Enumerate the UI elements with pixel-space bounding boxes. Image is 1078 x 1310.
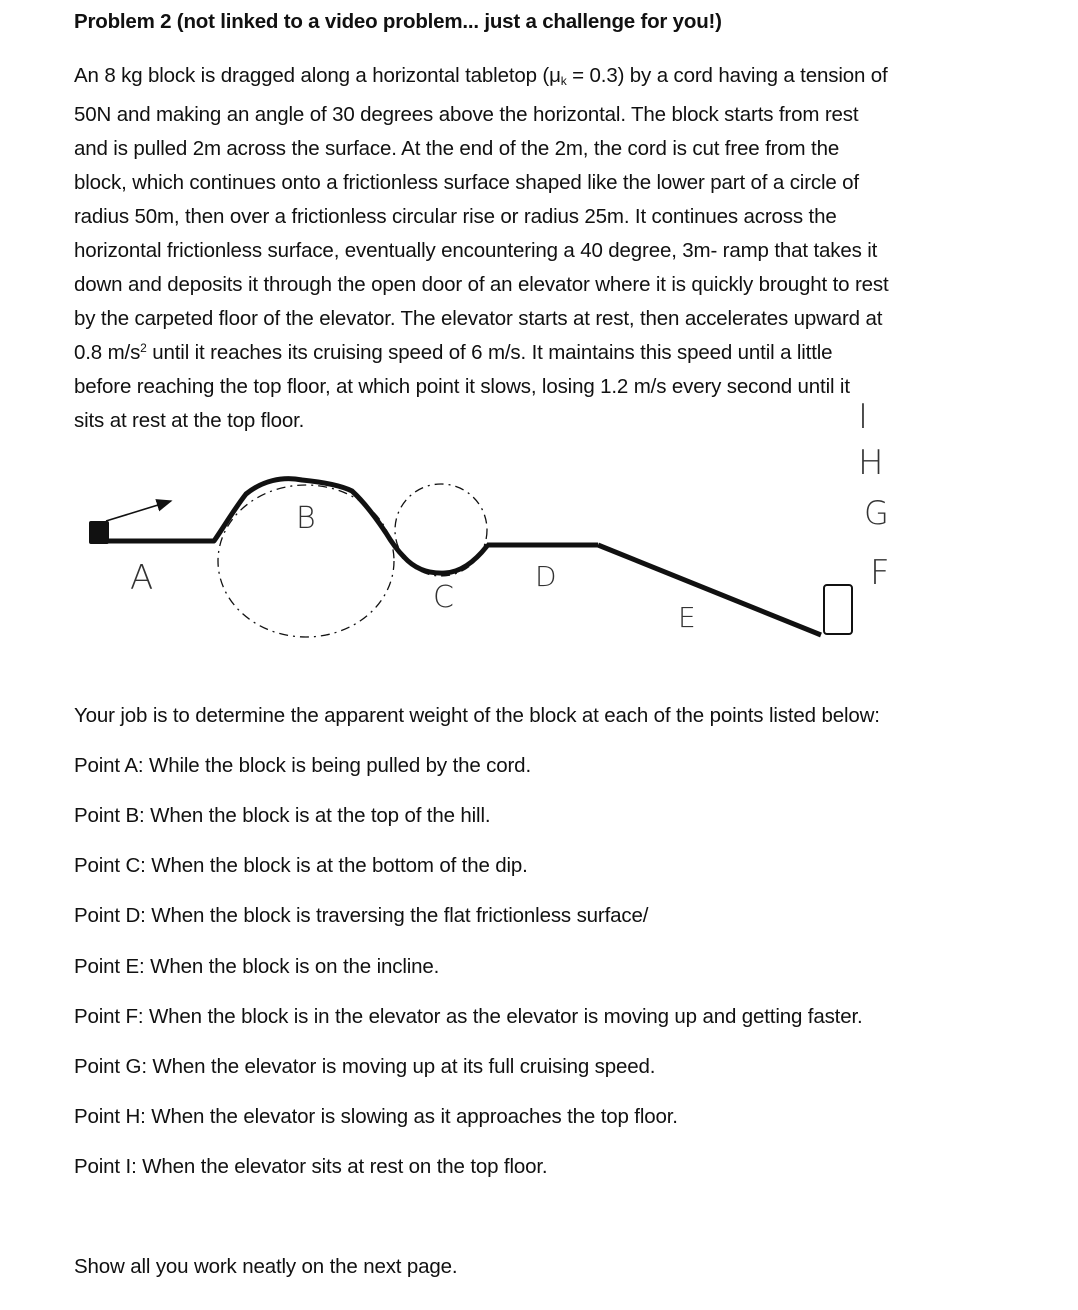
paragraph-line: radius 50m, then over a frictionless circular rise or radius 25m. It continues across the: [74, 205, 837, 228]
subscript-k: k: [560, 74, 567, 88]
cord-arrow: [106, 501, 171, 521]
point-item: Point I: When the elevator sits at rest on the top floor.: [74, 1155, 548, 1178]
paragraph-line: before reaching the top floor, at which point it slows, losing 1.2 m/s every second until it: [74, 375, 850, 398]
paragraph-line: 50N and making an angle of 30 degrees above the horizontal. The block starts from rest: [74, 103, 859, 126]
label-g: G: [864, 494, 889, 532]
superscript-2: 2: [140, 341, 147, 355]
text-fragment: An 8 kg block is dragged along a horizontal tabletop (μ: [74, 64, 561, 87]
label-f: F: [870, 553, 890, 593]
label-a: A: [130, 558, 154, 598]
paragraph-line: and is pulled 2m across the surface. At the end of the 2m, the cord is cut free from the: [74, 137, 840, 160]
track-diagram: [0, 395, 1078, 655]
label-h: H: [858, 443, 884, 483]
instructions-intro: Your job is to determine the apparent weight of the block at each of the points listed below:: [74, 704, 880, 727]
paragraph-line: [74, 59, 1034, 98]
ramp-line: [598, 545, 821, 635]
text-fragment: 0.8 m/s: [74, 341, 141, 364]
label-c: C: [433, 580, 454, 615]
point-item: Point E: When the block is on the incline.: [74, 955, 440, 978]
point-item: Point G: When the elevator is moving up at its full cruising speed.: [74, 1055, 656, 1078]
point-item: Point C: When the block is at the bottom of the dip.: [74, 854, 528, 877]
label-b: B: [296, 501, 316, 536]
point-item: Point F: When the block is in the elevator as the elevator is moving up and getting faster.: [74, 1005, 863, 1028]
label-e: E: [678, 601, 696, 634]
paragraph-line: sits at rest at the top floor.: [74, 409, 305, 432]
problem-paragraph: [74, 59, 1034, 438]
dip-track: [404, 546, 487, 573]
label-d: D: [535, 560, 557, 593]
text-fragment: = 0.3) by a cord having a tension of: [566, 64, 888, 87]
point-item: Point A: While the block is being pulled by the cord.: [74, 754, 531, 777]
paragraph-line: by the carpeted floor of the elevator. The elevator starts at rest, then accelerates upward at: [74, 307, 883, 330]
point-item: Point H: When the elevator is slowing as it approaches the top floor.: [74, 1105, 678, 1128]
paragraph-line: down and deposits it through the open door of an elevator where it is quickly brought to rest: [74, 273, 889, 296]
elevator-box: [824, 585, 852, 634]
label-i: I: [858, 397, 869, 437]
paragraph-line: horizontal frictionless surface, eventually encountering a 40 degree, 3m- ramp that takes it: [74, 239, 878, 262]
problem-title: Problem 2 (not linked to a video problem... just a challenge for you!): [74, 10, 722, 33]
point-item: Point D: When the block is traversing the flat frictionless surface/: [74, 904, 649, 927]
point-item: Point B: When the block is at the top of the hill.: [74, 804, 491, 827]
footer-note: Show all you work neatly on the next page.: [74, 1255, 458, 1278]
paragraph-line: [74, 336, 1034, 370]
paragraph-line: block, which continues onto a frictionless surface shaped like the lower part of a circle of: [74, 171, 859, 194]
text-fragment: until it reaches its cruising speed of 6 m/s. It maintains this speed until a little: [146, 341, 833, 364]
